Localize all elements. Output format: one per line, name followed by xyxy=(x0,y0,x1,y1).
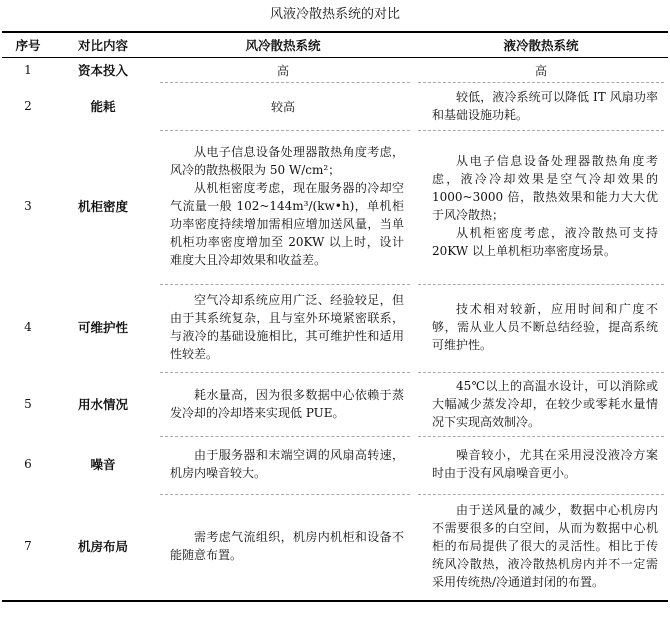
row-number: 6 xyxy=(24,457,32,471)
table-row xyxy=(2,58,668,82)
dashed-guide-line xyxy=(160,436,410,437)
liquid-cooling-text: 高 xyxy=(534,63,547,78)
air-cooling-text: 需考虑气流组织，机房内机柜和设备不能随意布置。 xyxy=(170,530,404,562)
row-number: 4 xyxy=(24,320,32,334)
dashed-guide-line xyxy=(418,494,664,495)
air-cooling-text: 从机柜密度考虑，现在服务器的冷却空气流量一般 102~144m³/(kw•h)，单机柜功率密度持续增加需相应增加送风量，当单机柜功率密度增加至 20KW 以上时，设计难度大且冷却效果和收益差。 xyxy=(170,181,404,267)
liquid-cooling-text: 噪音较小，尤其在采用浸没液冷方案时由于没有风扇噪音更小。 xyxy=(432,448,658,480)
dashed-guide-line xyxy=(418,130,664,131)
row-item: 机房布局 xyxy=(77,539,128,554)
dashed-guide-line xyxy=(160,130,410,131)
table-row xyxy=(2,492,668,600)
row-item: 用水情况 xyxy=(77,397,128,412)
table-row xyxy=(2,436,668,492)
dashed-guide-line xyxy=(418,82,664,83)
table-row xyxy=(2,82,668,130)
dashed-guide-line xyxy=(160,284,410,285)
dashed-guide-line xyxy=(160,372,410,373)
table-header-row xyxy=(2,33,668,58)
row-item: 能耗 xyxy=(90,99,116,114)
row-number: 7 xyxy=(24,539,32,553)
liquid-cooling-text: 较低，液冷系统可以降低 IT 风扇功率和基础设施功耗。 xyxy=(432,90,658,122)
row-number: 3 xyxy=(24,199,32,213)
header-item: 对比内容 xyxy=(77,38,128,53)
dashed-guide-line xyxy=(418,436,664,437)
table-row xyxy=(2,130,668,282)
air-cooling-text: 耗水量高，因为很多数据中心依赖于蒸发冷却的冷却塔来实现低 PUE。 xyxy=(170,388,404,420)
row-number: 2 xyxy=(24,99,32,113)
row-item: 资本投入 xyxy=(77,63,128,78)
air-cooling-text: 较高 xyxy=(270,99,295,114)
air-cooling-text: 空气冷却系统应用广泛、经验较足，但由于其系统复杂，且与室外环境紧密联系，与液冷的基础设施相比，其可维护性和适用性较差。 xyxy=(170,293,404,361)
liquid-cooling-text: 技术相对较新，应用时间和广度不够，需从业人员不断总结经验，提高系统可维护性。 xyxy=(432,302,658,352)
dashed-guide-line xyxy=(418,284,664,285)
liquid-cooling-text: 从机柜密度考虑，液冷散热可支持 20KW 以上单机柜功率密度场景。 xyxy=(432,226,658,258)
table-row xyxy=(2,372,668,436)
liquid-cooling-text: 45℃以上的高温水设计，可以消除或大幅减少蒸发冷却，在较少或零耗水量情况下实现高效制冷。 xyxy=(432,379,658,429)
row-number: 5 xyxy=(24,397,32,411)
row-item: 噪音 xyxy=(90,457,116,472)
comparison-table xyxy=(2,31,668,602)
air-cooling-text: 由于服务器和末端空调的风扇高转速，机房内噪音较大。 xyxy=(170,448,404,480)
header-no: 序号 xyxy=(15,38,41,53)
row-number: 1 xyxy=(24,63,32,77)
header-air-cooling: 风冷散热系统 xyxy=(245,38,321,53)
dashed-guide-line xyxy=(160,82,410,83)
row-item: 可维护性 xyxy=(77,320,128,335)
dashed-guide-line xyxy=(160,494,410,495)
dashed-guide-line xyxy=(418,372,664,373)
liquid-cooling-text: 由于送风量的减少，数据中心机房内不需要很多的白空间，从而为数据中心机柜的布局提供了很大的灵活性。相比于传统风冷散热，液冷散热机房内并不一定需采用传统热/冷通道封闭的布置。 xyxy=(432,503,658,589)
air-cooling-text: 高 xyxy=(276,63,289,78)
table-caption: 风液冷散热系统的对比 xyxy=(269,7,400,22)
table-row xyxy=(2,282,668,372)
air-cooling-text: 从电子信息设备处理器散热角度考虑，风冷的散热极限为 50 W/cm²； xyxy=(170,145,404,177)
liquid-cooling-text: 从电子信息设备处理器散热角度考虑，液冷冷却效果是空气冷却效果的 1000~3000 倍，散热效果和能力大大优于风冷散热； xyxy=(432,154,658,222)
row-item: 机柜密度 xyxy=(77,199,128,214)
header-liquid-cooling: 液冷散热系统 xyxy=(503,38,579,53)
